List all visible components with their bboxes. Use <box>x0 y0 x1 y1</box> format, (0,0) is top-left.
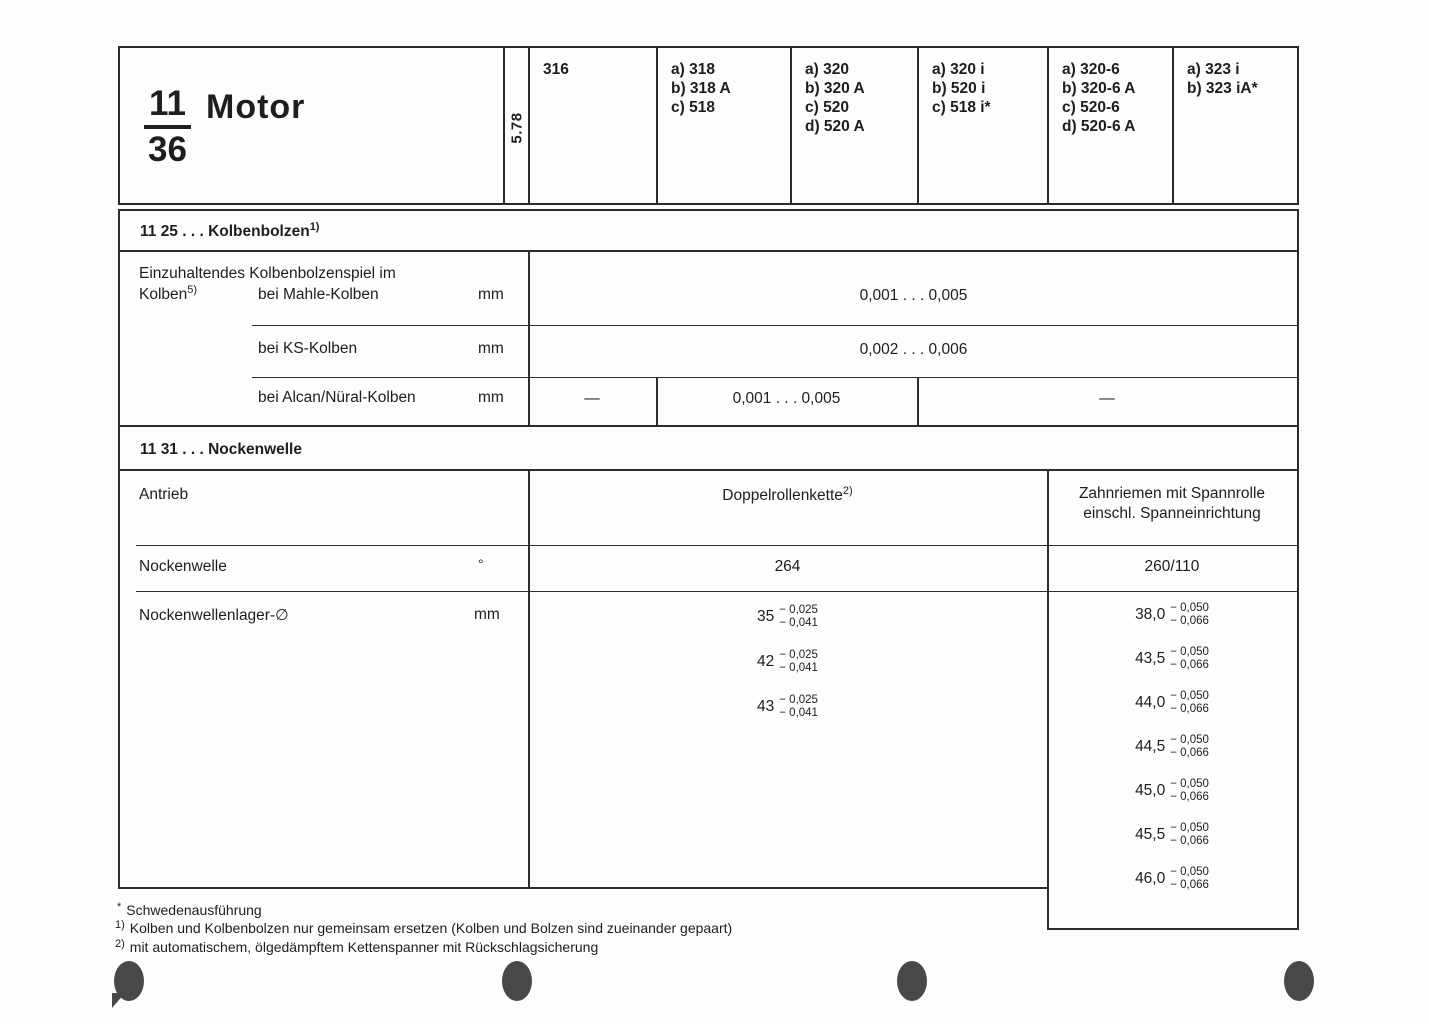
model-line: d) 520-6 A <box>1062 118 1136 135</box>
cell-antrieb-chain <box>528 485 1047 505</box>
tolerance-stack <box>1170 690 1209 716</box>
grid-line <box>118 425 1299 427</box>
bearing-size: 43,5 <box>1135 650 1166 667</box>
header-table <box>118 46 1299 205</box>
belt-label-line1: Zahnriemen mit Spannrolle <box>1078 485 1266 502</box>
chapter-title-cell <box>120 48 505 203</box>
bearing-size: 44,5 <box>1135 738 1166 755</box>
grid-line <box>118 209 1299 211</box>
tolerance-upper: − 0,050 <box>1170 822 1209 834</box>
chain-label-text: Doppelrollenkette <box>722 487 843 504</box>
bearing-values-chain <box>528 602 1047 722</box>
tolerance-upper: − 0,025 <box>779 694 818 706</box>
tolerance-value <box>1135 688 1209 718</box>
tolerance-value <box>1135 644 1209 674</box>
row-label-alcan: bei Alcan/Nüral-Kolben <box>258 389 416 406</box>
belt-label-line2: einschl. Spanneinrichtung <box>1083 505 1261 522</box>
tolerance-value <box>1135 776 1209 806</box>
tolerance-stack <box>1170 866 1209 892</box>
grid-line <box>118 887 1049 889</box>
grid-line <box>136 545 1299 546</box>
cell-value-alcan-other: — <box>1099 390 1115 407</box>
cell-camshaft-belt: 260/110 <box>1144 558 1200 575</box>
unit-label: mm <box>474 606 500 623</box>
footnote-text: Kolben und Kolbenbolzen nur gemeinsam ersetzen (Kolben und Bolzen sind zueinander gepaart) <box>129 920 733 936</box>
tolerance-value <box>1135 864 1209 894</box>
footnote-asterisk <box>117 901 262 918</box>
model-line: a) 320 i <box>932 61 985 78</box>
row-label-lager: Nockenwellenlager-∅ <box>139 607 289 624</box>
footnote-1 <box>115 919 732 936</box>
bearing-size: 43 <box>757 698 775 715</box>
footnote-reference: 1) <box>309 221 320 233</box>
tolerance-lower: − 0,066 <box>1170 659 1209 671</box>
edition-date: 5.78 <box>508 112 525 144</box>
bearing-size: 44,0 <box>1135 694 1166 711</box>
tolerance-upper: − 0,050 <box>1170 602 1209 614</box>
model-column-318 <box>658 48 792 203</box>
registration-comma-dot-icon <box>114 961 144 1001</box>
tolerance-lower: − 0,066 <box>1170 615 1209 627</box>
model-line: c) 520-6 <box>1062 99 1120 116</box>
bearing-size: 42 <box>757 653 775 670</box>
grid-line <box>1297 209 1299 930</box>
tolerance-lower: − 0,041 <box>779 662 818 674</box>
registration-dot-icon <box>502 961 532 1001</box>
bearing-values-belt <box>1047 600 1297 894</box>
footnote-marker: 2) <box>115 938 125 950</box>
model-column-316 <box>530 48 658 203</box>
grid-line <box>118 209 120 889</box>
row-label-mahle: bei Mahle-Kolben <box>258 286 379 303</box>
tolerance-stack <box>779 694 818 720</box>
model-column-323i <box>1174 48 1297 203</box>
bearing-size: 45,5 <box>1135 826 1166 843</box>
tolerance-upper: − 0,025 <box>779 604 818 616</box>
grid-line <box>1047 928 1299 930</box>
tolerance-stack <box>1170 602 1209 628</box>
model-line: a) 320 <box>805 61 849 78</box>
row-group-label-text: Kolben <box>139 286 188 303</box>
unit-degree: ° <box>478 556 484 572</box>
footnote-reference: 2) <box>842 485 853 497</box>
tolerance-value <box>1135 600 1209 630</box>
cell-value-alcan-316: — <box>584 390 600 407</box>
row-label-ks: bei KS-Kolben <box>258 340 358 357</box>
cell-antrieb-belt <box>1047 484 1297 524</box>
unit-label: mm <box>478 340 504 357</box>
page-number: 36 <box>148 130 187 169</box>
footnote-marker: * <box>117 901 122 913</box>
tolerance-lower: − 0,066 <box>1170 747 1209 759</box>
tolerance-upper: − 0,050 <box>1170 646 1209 658</box>
model-column-320 <box>792 48 919 203</box>
model-line: a) 318 <box>671 61 715 78</box>
unit-label: mm <box>478 286 504 303</box>
model-line: b) 320-6 A <box>1062 80 1136 97</box>
tolerance-upper: − 0,025 <box>779 649 818 661</box>
bearing-size: 38,0 <box>1135 606 1166 623</box>
tolerance-stack <box>1170 822 1209 848</box>
section-heading-kolbenbolzen <box>140 221 319 241</box>
tolerance-upper: − 0,050 <box>1170 866 1209 878</box>
bearing-size: 45,0 <box>1135 782 1166 799</box>
tolerance-value <box>1135 820 1209 850</box>
registration-dot-icon <box>897 961 927 1001</box>
bearing-size: 35 <box>757 608 775 625</box>
footnote-text: Schwedenausführung <box>126 902 262 918</box>
cell-value-alcan-318-320: 0,001 . . . 0,005 <box>732 390 841 407</box>
tolerance-value <box>757 602 818 632</box>
section-heading-nockenwelle: 11 31 . . . Nockenwelle <box>140 441 302 458</box>
tolerance-lower: − 0,066 <box>1170 835 1209 847</box>
tolerance-stack <box>1170 646 1209 672</box>
chapter-page-fraction <box>144 86 191 171</box>
row-label-nockenwelle: Nockenwelle <box>139 558 227 575</box>
grid-line <box>136 591 1299 592</box>
grid-line <box>118 250 1299 252</box>
model-line: c) 518 <box>671 99 715 116</box>
model-line: 316 <box>543 61 569 78</box>
cell-value-mahle: 0,001 . . . 0,005 <box>859 287 968 304</box>
page-title: Motor <box>206 88 306 126</box>
edition-date-cell <box>505 48 530 203</box>
tolerance-lower: − 0,041 <box>779 707 818 719</box>
model-line: d) 520 A <box>805 118 865 135</box>
row-group-label-line2 <box>139 284 197 304</box>
model-column-320-6 <box>1049 48 1174 203</box>
chapter-number: 11 <box>144 86 191 129</box>
tolerance-value <box>757 692 818 722</box>
model-column-320i <box>919 48 1049 203</box>
model-line: b) 520 i <box>932 80 986 97</box>
unit-label: mm <box>478 389 504 406</box>
tolerance-value <box>757 647 818 677</box>
model-line: c) 520 <box>805 99 849 116</box>
tolerance-upper: − 0,050 <box>1170 734 1209 746</box>
tolerance-stack <box>779 649 818 675</box>
section-heading-text: 11 25 . . . Kolbenbolzen <box>140 223 310 240</box>
cell-camshaft-chain: 264 <box>774 558 801 575</box>
model-line: c) 518 i* <box>932 99 991 116</box>
cell-value-ks: 0,002 . . . 0,006 <box>859 341 968 358</box>
tolerance-lower: − 0,041 <box>779 617 818 629</box>
model-line: a) 320-6 <box>1062 61 1120 78</box>
row-group-label-line1: Einzuhaltendes Kolbenbolzenspiel im <box>139 265 396 282</box>
footnote-text: mit automatischem, ölgedämpftem Kettenspanner mit Rückschlagsicherung <box>129 939 599 955</box>
footnote-2 <box>115 938 598 955</box>
footnote-marker: 1) <box>115 919 125 931</box>
model-line: a) 323 i <box>1187 61 1240 78</box>
grid-line <box>252 377 1299 378</box>
tolerance-stack <box>1170 778 1209 804</box>
registration-dot-icon <box>1284 961 1314 1001</box>
grid-line <box>118 469 1299 471</box>
model-line: b) 318 A <box>671 80 731 97</box>
tolerance-upper: − 0,050 <box>1170 690 1209 702</box>
tolerance-lower: − 0,066 <box>1170 703 1209 715</box>
tolerance-stack <box>779 604 818 630</box>
model-line: b) 320 A <box>805 80 865 97</box>
row-label-antrieb: Antrieb <box>139 486 189 503</box>
tolerance-stack <box>1170 734 1209 760</box>
tolerance-lower: − 0,066 <box>1170 791 1209 803</box>
model-line: b) 323 iA* <box>1187 80 1258 97</box>
footnote-reference: 5) <box>187 284 198 296</box>
bearing-size: 46,0 <box>1135 870 1166 887</box>
tolerance-upper: − 0,050 <box>1170 778 1209 790</box>
grid-line <box>252 325 1299 326</box>
tolerance-lower: − 0,066 <box>1170 879 1209 891</box>
tolerance-value <box>1135 732 1209 762</box>
